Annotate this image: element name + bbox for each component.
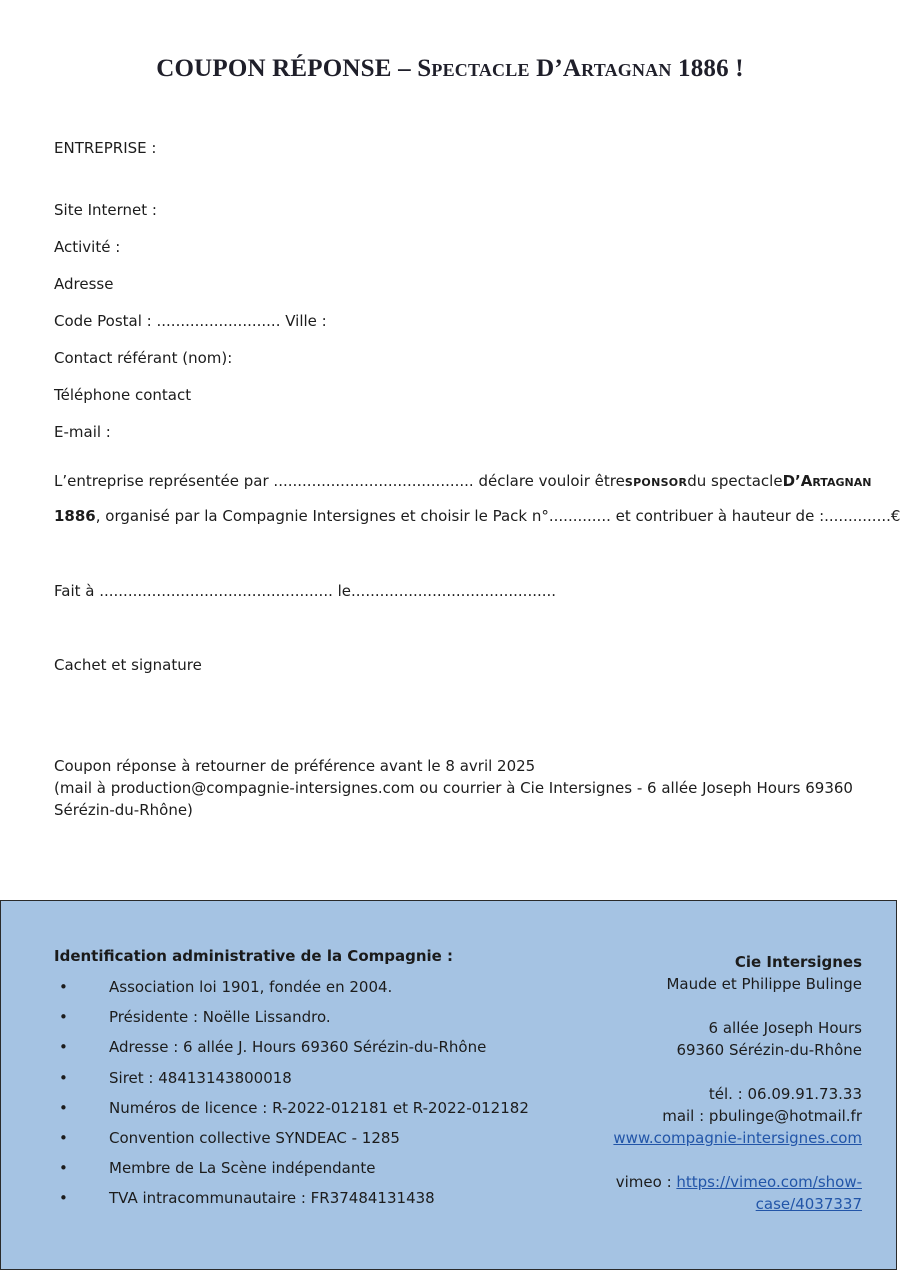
- contact-label: Contact référant (nom):: [54, 349, 233, 367]
- company-tel: tél. : 06.09.91.73.33: [708, 1085, 862, 1103]
- retour-line-3: Sérézin-du-Rhône): [54, 801, 193, 819]
- bullet-icon: •: [59, 1128, 68, 1147]
- retour-line-1: Coupon réponse à retourner de préférence avant le 8 avril 2025: [54, 757, 536, 775]
- vimeo-label: vimeo :: [615, 1173, 677, 1191]
- admin-item: • Numéros de licence : R-2022-012181 et R-2022-012182: [59, 1098, 529, 1117]
- bullet-icon: •: [59, 1008, 68, 1027]
- declaration: [54, 472, 900, 525]
- website-link[interactable]: www.compagnie-intersignes.com: [613, 1129, 862, 1147]
- declaration-part3: , organisé par la Compagnie Intersignes et choisir le Pack n°............. et contribuer à hauteur de :..............€: [95, 507, 900, 525]
- title-main: COUPON RÉPONSE: [156, 55, 392, 82]
- declaration-sponsor: sponsor: [624, 472, 688, 490]
- retour-line-2: (mail à production@compagnie-intersignes.com ou courrier à Cie Intersignes - 6 allée Joseph Hours 69360: [54, 779, 853, 797]
- admin-list: [54, 978, 529, 1220]
- bullet-icon: •: [59, 978, 68, 996]
- admin-item: • Convention collective SYNDEAC - 1285: [59, 1128, 400, 1147]
- page-title: [0, 55, 900, 83]
- company-contact: [613, 951, 862, 1215]
- admin-item: • Adresse : 6 allée J. Hours 69360 Sérézin-du-Rhône: [59, 1038, 487, 1057]
- company-city: 69360 Sérézin-du-Rhône: [676, 1041, 862, 1059]
- vimeo-link-continued[interactable]: case/4037337: [755, 1195, 862, 1213]
- declaration-line-2: [54, 507, 900, 525]
- admin-item: • Membre de La Scène indépendante: [59, 1159, 376, 1178]
- company-name: Cie Intersignes: [734, 953, 862, 971]
- admin-title: Identification administrative de la Compagnie :: [54, 947, 454, 965]
- bullet-icon: •: [59, 1159, 68, 1178]
- code-postal-label: Code Postal : .......................... Ville :: [54, 312, 327, 330]
- admin-item: • Association loi 1901, fondée en 2004.: [59, 978, 393, 996]
- company-street: 6 allée Joseph Hours: [708, 1019, 862, 1037]
- bullet-icon: •: [59, 1189, 68, 1208]
- cachet-label: Cachet et signature: [54, 656, 202, 674]
- admin-item: • Siret : 48413143800018: [59, 1068, 292, 1087]
- declaration-show: D’Artagnan: [782, 472, 872, 490]
- email-label: E-mail :: [54, 423, 111, 441]
- admin-item: • Présidente : Noëlle Lissandro.: [59, 1008, 331, 1027]
- declaration-part2: du spectacle: [687, 472, 783, 490]
- declaration-part1: L’entreprise représentée par .......................................... déclare vouloir être: [54, 472, 625, 490]
- activite-label: Activité :: [54, 238, 121, 256]
- title-sub: Spectacle D’Artagnan 1886 !: [417, 55, 744, 82]
- telephone-label: Téléphone contact: [54, 386, 192, 404]
- vimeo-link[interactable]: https://vimeo.com/show-: [676, 1173, 862, 1191]
- admin-item: • TVA intracommunautaire : FR37484131438: [59, 1189, 435, 1208]
- adresse-label: Adresse: [54, 275, 114, 293]
- entreprise-label: ENTREPRISE :: [54, 139, 157, 157]
- title-dash: –: [391, 55, 418, 82]
- bullet-icon: •: [59, 1098, 68, 1117]
- company-mail: mail : pbulinge@hotmail.fr: [662, 1107, 862, 1125]
- company-people: Maude et Philippe Bulinge: [666, 975, 862, 993]
- fait-line: Fait à ................................................. le...........................................: [54, 582, 557, 600]
- company-info-box: [0, 900, 897, 1270]
- bullet-icon: •: [59, 1068, 68, 1087]
- site-label: Site Internet :: [54, 201, 157, 219]
- bullet-icon: •: [59, 1038, 68, 1057]
- declaration-line-1: [54, 472, 872, 490]
- declaration-year: 1886: [54, 507, 96, 525]
